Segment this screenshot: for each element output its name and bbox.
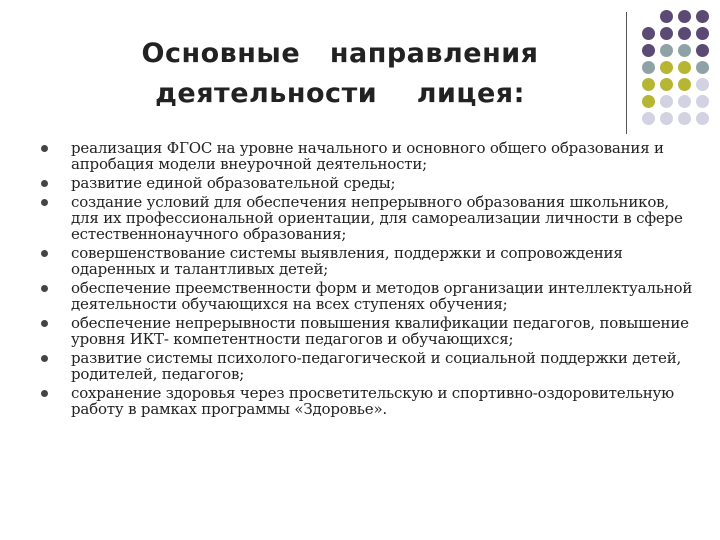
list-item <box>40 245 700 277</box>
decorative-dot <box>642 27 655 40</box>
decorative-dot <box>696 112 709 125</box>
list-item <box>40 385 700 417</box>
list-item-text: совершенствование системы выявления, поддержки и сопровождения одаренных и талантливых детей; <box>71 244 623 278</box>
bullet-icon <box>41 285 48 292</box>
list-item-text: сохранение здоровья через просветительскую и спортивно-оздоровительную работу в рамках программы «Здоровье». <box>71 384 674 418</box>
list-item <box>40 140 700 172</box>
decorative-dot <box>642 95 655 108</box>
list-item-text: развитие системы психолого-педагогической и социальной поддержки детей, родителей, педагогов; <box>71 349 682 383</box>
decorative-dot <box>678 44 691 57</box>
decorative-dot <box>678 61 691 74</box>
list-item-text: создание условий для обеспечения непрерывного образования школьников, для их профессиональной ориентации, для самореализации личности в сфере естественнонаучного образования; <box>71 193 683 243</box>
decorative-dot <box>642 112 655 125</box>
decorative-dot <box>660 44 673 57</box>
title-line-1: Основные направления <box>141 38 539 69</box>
decorative-dot <box>660 10 673 23</box>
list-item-text: обеспечение непрерывности повышения квалификации педагогов, повышение уровня ИКТ- компетентности педагогов и обучающихся; <box>71 314 689 348</box>
bullet-icon <box>41 320 48 327</box>
list-item <box>40 175 700 191</box>
decorative-dot <box>660 61 673 74</box>
decorative-dot <box>678 95 691 108</box>
decorative-dot <box>660 27 673 40</box>
decorative-dot <box>678 10 691 23</box>
decorative-dot-grid <box>642 10 718 134</box>
decorative-dot <box>696 44 709 57</box>
list-item-text: обеспечение преемственности форм и методов организации интеллектуальной деятельности обучающихся на всех ступенях обучения; <box>71 279 693 313</box>
list-item <box>40 194 700 242</box>
bullet-icon <box>41 390 48 397</box>
decorative-dot <box>678 78 691 91</box>
decorative-dot <box>660 95 673 108</box>
decorative-dot <box>642 61 655 74</box>
decorative-dot <box>696 61 709 74</box>
decorative-dot <box>696 78 709 91</box>
title-line-2: деятельности лицея: <box>155 78 525 109</box>
decorative-dot <box>642 78 655 91</box>
list-item <box>40 350 700 382</box>
decorative-dot <box>660 112 673 125</box>
decorative-dot <box>696 27 709 40</box>
bullet-icon <box>41 355 48 362</box>
list-item <box>40 315 700 347</box>
bullet-icon <box>41 145 48 152</box>
decorative-dot <box>696 95 709 108</box>
decorative-dot <box>642 44 655 57</box>
decorative-dot <box>678 112 691 125</box>
bullet-icon <box>41 180 48 187</box>
list-item-text: развитие единой образовательной среды; <box>71 174 396 192</box>
decorative-dot <box>696 10 709 23</box>
bullet-icon <box>41 250 48 257</box>
decorative-dot <box>678 27 691 40</box>
divider-line <box>626 12 627 134</box>
bullet-icon <box>41 199 48 206</box>
list-item-text: реализация ФГОС на уровне начального и основного общего образования и апробация модели внеурочной деятельности; <box>71 139 664 173</box>
slide-title <box>80 34 600 114</box>
directions-list <box>40 140 700 417</box>
list-item <box>40 280 700 312</box>
decorative-dot <box>660 78 673 91</box>
